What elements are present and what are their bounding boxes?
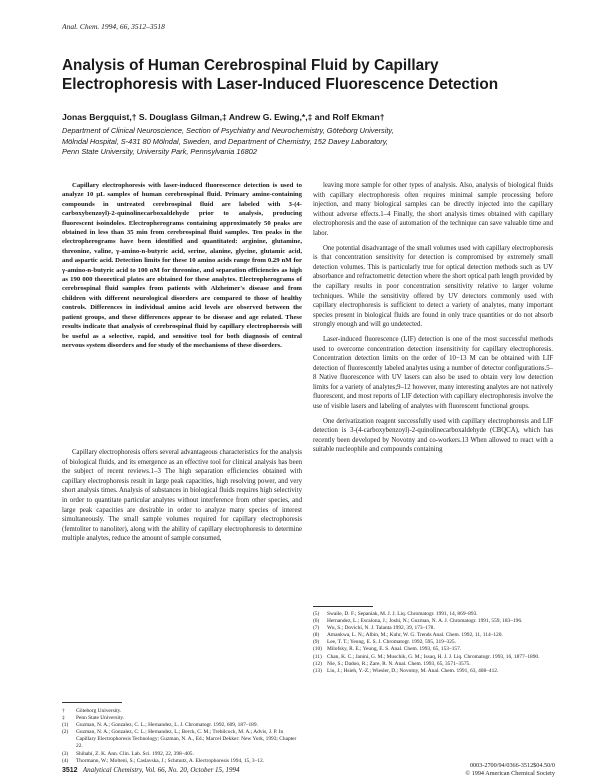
body-paragraph: leaving more sample for other types of analysis. Also, analysis of biological fluids with capillary electrophoresis often requires minimal sample processing before injection, and many biological samples can be directly injected into the capillary without adverse effects.1–4 Finally, the short analysis times obtained with capillary electrophoresis and the ease of automation of the technique can save valuable time and labor. — [313, 182, 553, 237]
footnotes-left — [62, 708, 302, 766]
affiliation-line: Penn State University, University Park, Pennsylvania 16802 — [62, 147, 257, 156]
body-paragraph: One potential disadvantage of the small volumes used with capillary electrophoresis is that concentration sensitivity for detection is compromised by extremely small detection volumes. This is particularly true for optical detection methods such as UV absorbance and refractometric detection where the short optical path length provided by the capillary results in poor concentration sensitivity relative to larger volume techniques. While the sensitivity offered by UV detectors commonly used with capillary electrophoresis is sufficient to detect a variety of analytes, many important species present in biological fluids are found in only trace quantities or do not absorb strongly enough and will go undetected. — [313, 244, 553, 329]
reference: (1) Guzman, N. A.; Gonzalez, C. L.; Hernandez, L. J. Chromatogr. 1992, 609, 187–189. — [62, 722, 258, 729]
affiliation-line: Mölndal Hospital, S-431 80 Mölndal, Sweden, and Department of Chemistry, 152 Davey Laboratory, — [62, 136, 388, 146]
affiliation-line: Department of Clinical Neuroscience, Section of Psychiatry and Neurochemistry, Göteborg University, — [62, 126, 394, 135]
footnote: ‡ Penn State University. — [62, 715, 125, 722]
reference: (5) Swaile, D. F.; Sepaniak, M. J. J. Liq. Chromatogr. 1991, 14, 869–893. — [313, 611, 478, 617]
footnote: † Göteborg University. — [62, 708, 122, 714]
copyright: © 1994 American Chemical Society — [465, 770, 555, 777]
abstract — [62, 181, 302, 438]
reference: (13) Liu, J.; Hsieh, Y.-Z.; Wiesler, D.; Novotny, M. Anal. Chem. 1991, 63, 408–412. — [313, 667, 499, 674]
reference: (7) Wu, S.; Dovichi, N. J. Talanta 1992, 39, 173–178. — [313, 625, 435, 632]
body-paragraph: Laser-induced fluorescence (LIF) detection is one of the most successful methods used to overcome concentration detection insensitivity for capillary electrophoresis. Concentration detection limits on the order of 10−13 M can be obtained with LIF detection of fluorescently labeled analytes using a number of detector configurations.5–8 Native fluorescence with UV lasers can also be used to obtain very low detection limits for a variety of analytes;9–12 however, many interesting analytes are not natively fluorescent, and most reports of LIF detection with capillary electrophoresis involve the use of visible lasers and labeling of analytes with fluorescent functional groups. — [313, 335, 553, 411]
right-column-body — [313, 181, 553, 603]
reference: (2) Guzman, N. A.; Gonzalez, C. L.; Hernandez, L.; Berck, C. M.; Trebilcock, M. A.; Advis, J. P. In Capillary Electrophoresis Technology; Guzman, N. A., Ed.; Marcel Dekker: New York, 1993; Chapter 22. — [62, 729, 297, 750]
copyright-block — [465, 762, 555, 778]
running-header: Anal. Chem. 1994, 66, 3512–3518 — [62, 22, 165, 31]
reference: (6) Hernandez, L.; Escalona, J.; Joshi, N.; Guzman, N. A. J. Chromatogr. 1991, 559, 183–196. — [313, 618, 523, 625]
footnote-divider — [62, 702, 122, 703]
page-number: 3512 — [62, 767, 78, 774]
reference: (10) Milofsky, R. E.; Yeung, E. S. Anal. Chem. 1993, 65, 153–157. — [313, 646, 462, 653]
page-footer — [62, 766, 240, 774]
journal-issue: Analytical Chemistry, Vol. 66, No. 20, October 15, 1994 — [82, 766, 240, 774]
affiliations — [62, 126, 542, 158]
footnote-divider — [313, 606, 373, 607]
article-code: 0003-2700/94/0366-3512$04.50/0 — [469, 762, 555, 769]
article-title: Analysis of Human Cerebrospinal Fluid by Capillary Electrophoresis with Laser-Induced Fluorescence Detection — [62, 57, 499, 93]
introduction — [62, 448, 302, 686]
reference: (4) Thormann, W.; Molteni, S.; Caslavska, J.; Schmutz, A. Electrophoresis 1994, 15, 3–12. — [62, 757, 265, 764]
references-right — [313, 611, 553, 761]
reference: (11) Chan, K. C.; Janini, G. M.; Muschik, G. M.; Issaq, H. J. J. Liq. Chromatogr. 1993, 16, 1877–1890. — [313, 653, 540, 660]
intro-paragraph: Capillary electrophoresis offers several advantageous characteristics for the analysis of biological fluids, and its emergence as an effective tool for clinical analysis has been the subject of recent reviews.1–3 The high separation efficiencies obtained with capillary electrophoresis result in large peak capacities, high resolving power, and very short analysis times. Analysis of substances in biological fluids requires high selectivity in order to quantitate particular analytes without interference from other species, and large peak capacities are desirable in order to analyze many species of interest simultaneously. The small sample volumes required for capillary electrophoresis (femtoliter to nanoliter), along with the ability of capillary electrophoresis to determine multiple analytes, reduce the amount of sample consumed, — [62, 449, 302, 543]
author-list: Jonas Bergquist,† S. Douglass Gilman,‡ Andrew G. Ewing,*,‡ and Rolf Ekman† — [62, 112, 385, 122]
reference: (12) Nie, S.; Dadoo, R.; Zare, R. N. Anal. Chem. 1993, 65, 3571–3575. — [313, 660, 471, 667]
reference: (8) Amankwa, L. N.; Albin, M.; Kuhr, W. G. Trends Anal. Chem. 1992, 11, 114–120. — [313, 632, 503, 639]
reference: (9) Lee, T. T.; Yeung, E. S. J. Chromatogr. 1992, 595, 319–325. — [313, 639, 456, 646]
body-paragraph: One derivatization reagent successfully used with capillary electrophoresis and LIF detection is 3-(4-carboxybenzoyl)-2-quinolinecarboxaldehyde (CBQCA), which has recently been developed by Novotny and co-workers.13 When allowed to react with a suitable nucleophile and compounds containing — [313, 417, 553, 454]
reference: (3) Shihabi, Z. K. Ann. Clin. Lab. Sci. 1992, 22, 398–405. — [62, 750, 194, 757]
abstract-text: Capillary electrophoresis with laser-induced fluorescence detection is used to analyze 10 μL samples of human cerebrospinal fluid. Primary amine-containing compounds in untreated cerebrospinal fluid are labeled with 3-(4-carboxybenzoyl)-2-quinolinecarboxaldehyde prior to analysis, producing fluorescent isoindoles. Electropherograms containing approximately 50 peaks are obtained in less than 35 min from cerebrospinal fluid samples. Ten peaks in the electropherograms have been identified and quantitated: arginine, glutamine, threonine, valine, γ-amino-n-butyric acid, serine, alanine, glycine, glutamic acid, and aspartic acid. Detection limits for these 10 amino acids range from 0.29 nM for γ-amino-n-butyric acid to 100 nM for threonine, and separation efficiencies as high as 190 000 theoretical plates are obtained for these analytes. Electropherograms of cerebrospinal fluid samples from patients with Alzheimer's disease and from children with different neurological disorders are compared to those of healthy controls. Differences in individual amino acid levels are observed between the patient groups, and these differences appear to be disease and age related. These results indicate that analysis of cerebrospinal fluid by capillary electrophoresis will be useful as a selective, rapid, and sensitive tool for both diagnosis of central nervous system disorders and for study of the mechanisms of these disorders. — [62, 182, 302, 349]
